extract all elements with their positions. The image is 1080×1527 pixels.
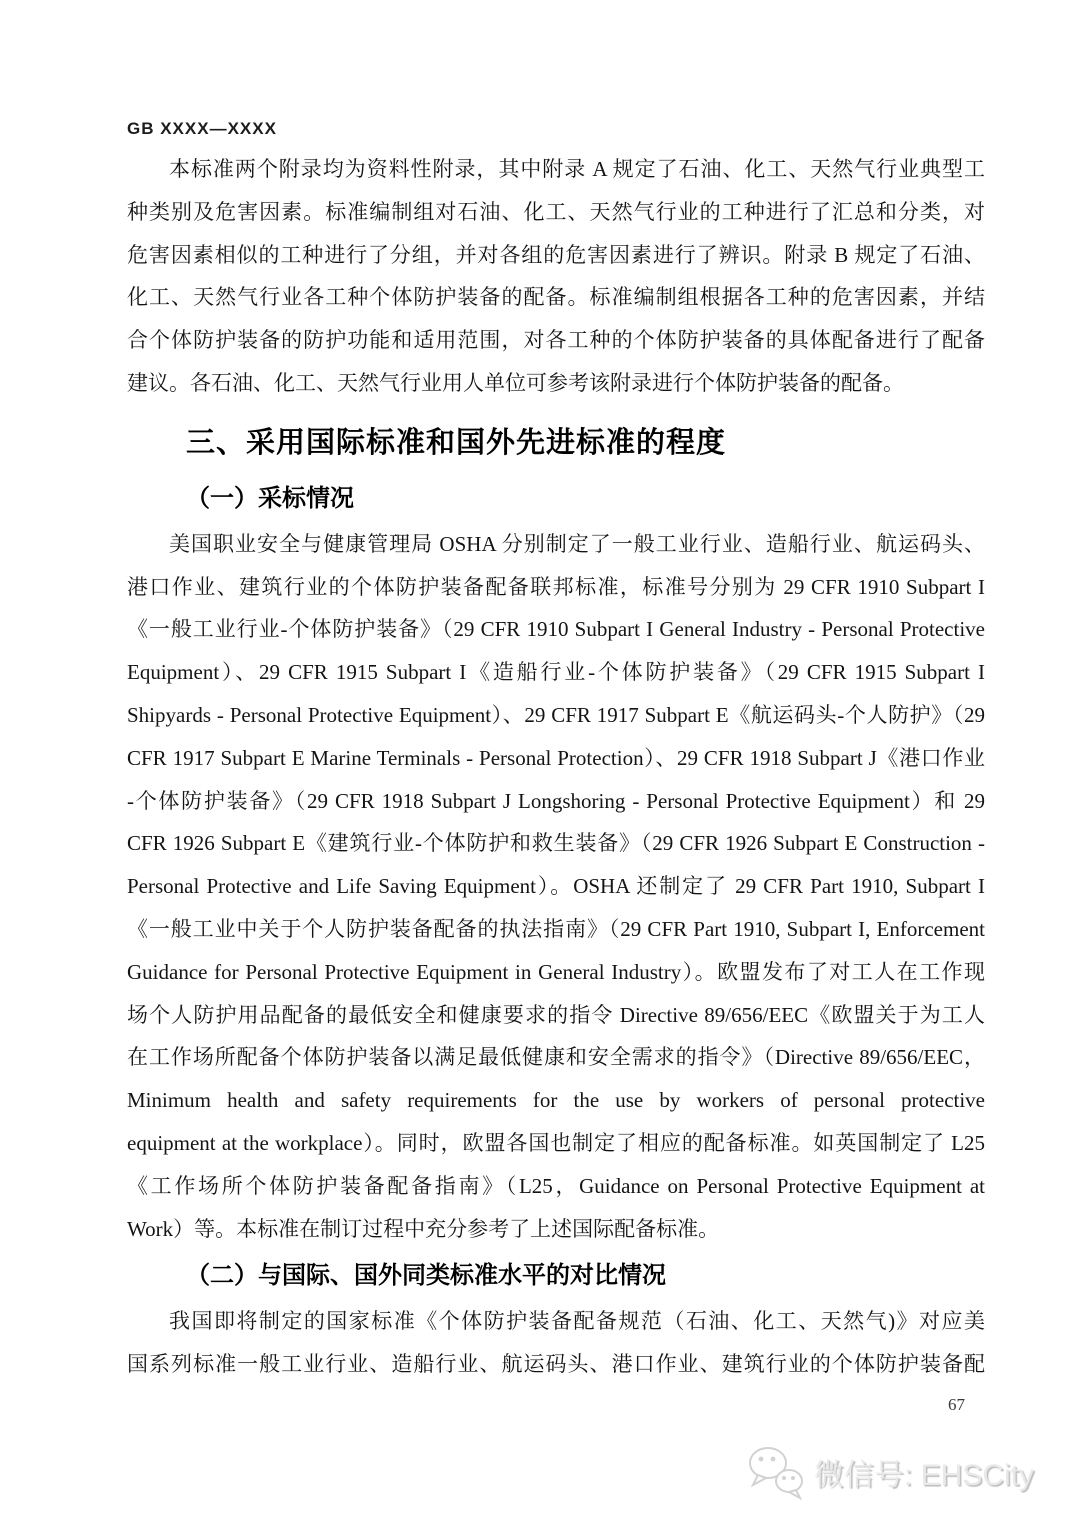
paragraph-adoption [127,523,985,1251]
body-text-line: 场个人防护用品配备的最低安全和健康要求的指令 Directive 89/656/EEC《欧盟关于为工人 [127,1002,985,1027]
body-text-line: 港口作业、建筑行业的个体防护装备配备联邦标准，标准号分别为 29 CFR 1910 Subpart I [127,574,985,599]
body-text-line: Work）等。本标准在制订过程中充分参考了上述国际配备标准。 [127,1216,720,1241]
body-text-line: -个体防护装备》（29 CFR 1918 Subpart J Longshoring - Personal Protective Equipment）和 29 [127,788,985,813]
paragraph-comparison [127,1300,985,1386]
body-text-line: CFR 1917 Subpart E Marine Terminals - Personal Protection）、29 CFR 1918 Subpart J《港口作业 [127,745,985,770]
body-text-line: 《一般工业行业-个体防护装备》（29 CFR 1910 Subpart I General Industry - Personal Protective [127,617,985,642]
paragraph-intro [127,148,985,405]
body-text-line: 《一般工业中关于个人防护装备配备的执法指南》（29 CFR Part 1910, Subpart I, Enforcement [127,916,985,941]
page-number: 67 [948,1395,965,1414]
body-text-line: 美国职业安全与健康管理局 OSHA 分别制定了一般工业行业、造船行业、航运码头、 [169,531,985,556]
body-text-line: 《工作场所个体防护装备配备指南》（L25，Guidance on Personal Protective Equipment at [127,1173,985,1198]
body-text-line: 合个体防护装备的防护功能和适用范围，对各工种的个体防护装备的具体配备进行了配备 [127,328,985,353]
body-text-line: 建议。各石油、化工、天然气行业用人单位可参考该附录进行个体防护装备的配备。 [127,370,904,395]
body-text-line: 国系列标准一般工业行业、造船行业、航运码头、港口作业、建筑行业的个体防护装备配 [127,1352,985,1377]
wechat-watermark [744,1443,1034,1501]
body-text-line: 危害因素相似的工种进行了分组，并对各组的危害因素进行了辨识。附录 B 规定了石油、 [127,242,985,267]
body-text-line: 我国即将制定的国家标准《个体防护装备配备规范（石油、化工、天然气)》对应美 [169,1309,985,1334]
watermark-label: 微信号: EHSCity [813,1459,1034,1492]
body-text-line: equipment at the workplace）。同时，欧盟各国也制定了相应的配备标准。如英国制定了 L25 [127,1130,985,1155]
body-text-line: Equipment）、29 CFR 1915 Subpart I《造船行业-个体防护装备》（29 CFR 1915 Subpart I [127,660,985,685]
body-text-line: 化工、天然气行业各工种个体防护装备的配备。标准编制组根据各工种的危害因素，并结 [127,285,985,310]
body-text-line: Personal Protective and Life Saving Equipment）。OSHA 还制定了 29 CFR Part 1910, Subpart I [127,874,985,899]
subsection-heading-2: （二）与国际、国外同类标准水平的对比情况 [186,1262,666,1290]
document-code: GB XXXX—XXXX [127,119,277,138]
body-text-line: 在工作场所配备个体防护装备以满足最低健康和安全需求的指令》（Directive 89/656/EEC， [127,1045,985,1070]
body-text-line: Shipyards - Personal Protective Equipment）、29 CFR 1917 Subpart E《航运码头-个人防护》（29 [127,702,985,727]
subsection-heading-1: （一）采标情况 [186,484,354,512]
body-text-line: CFR 1926 Subpart E《建筑行业-个体防护和救生装备》（29 CFR 1926 Subpart E Construction - [127,831,985,856]
body-text-line: Guidance for Personal Protective Equipment in General Industry）。欧盟发布了对工人在工作现 [127,959,985,984]
section-heading: 三、采用国际标准和国外先进标准的程度 [186,426,727,459]
body-text-line: 种类别及危害因素。标准编制组对石油、化工、天然气行业的工种进行了汇总和分类，对 [127,199,985,224]
document-content [127,118,985,1386]
body-text-line: Minimum health and safety requirements for the use by workers of personal protective [127,1088,985,1113]
wechat-icon [744,1443,806,1501]
body-text-line: 本标准两个附录均为资料性附录，其中附录 A 规定了石油、化工、天然气行业典型工 [169,157,985,181]
